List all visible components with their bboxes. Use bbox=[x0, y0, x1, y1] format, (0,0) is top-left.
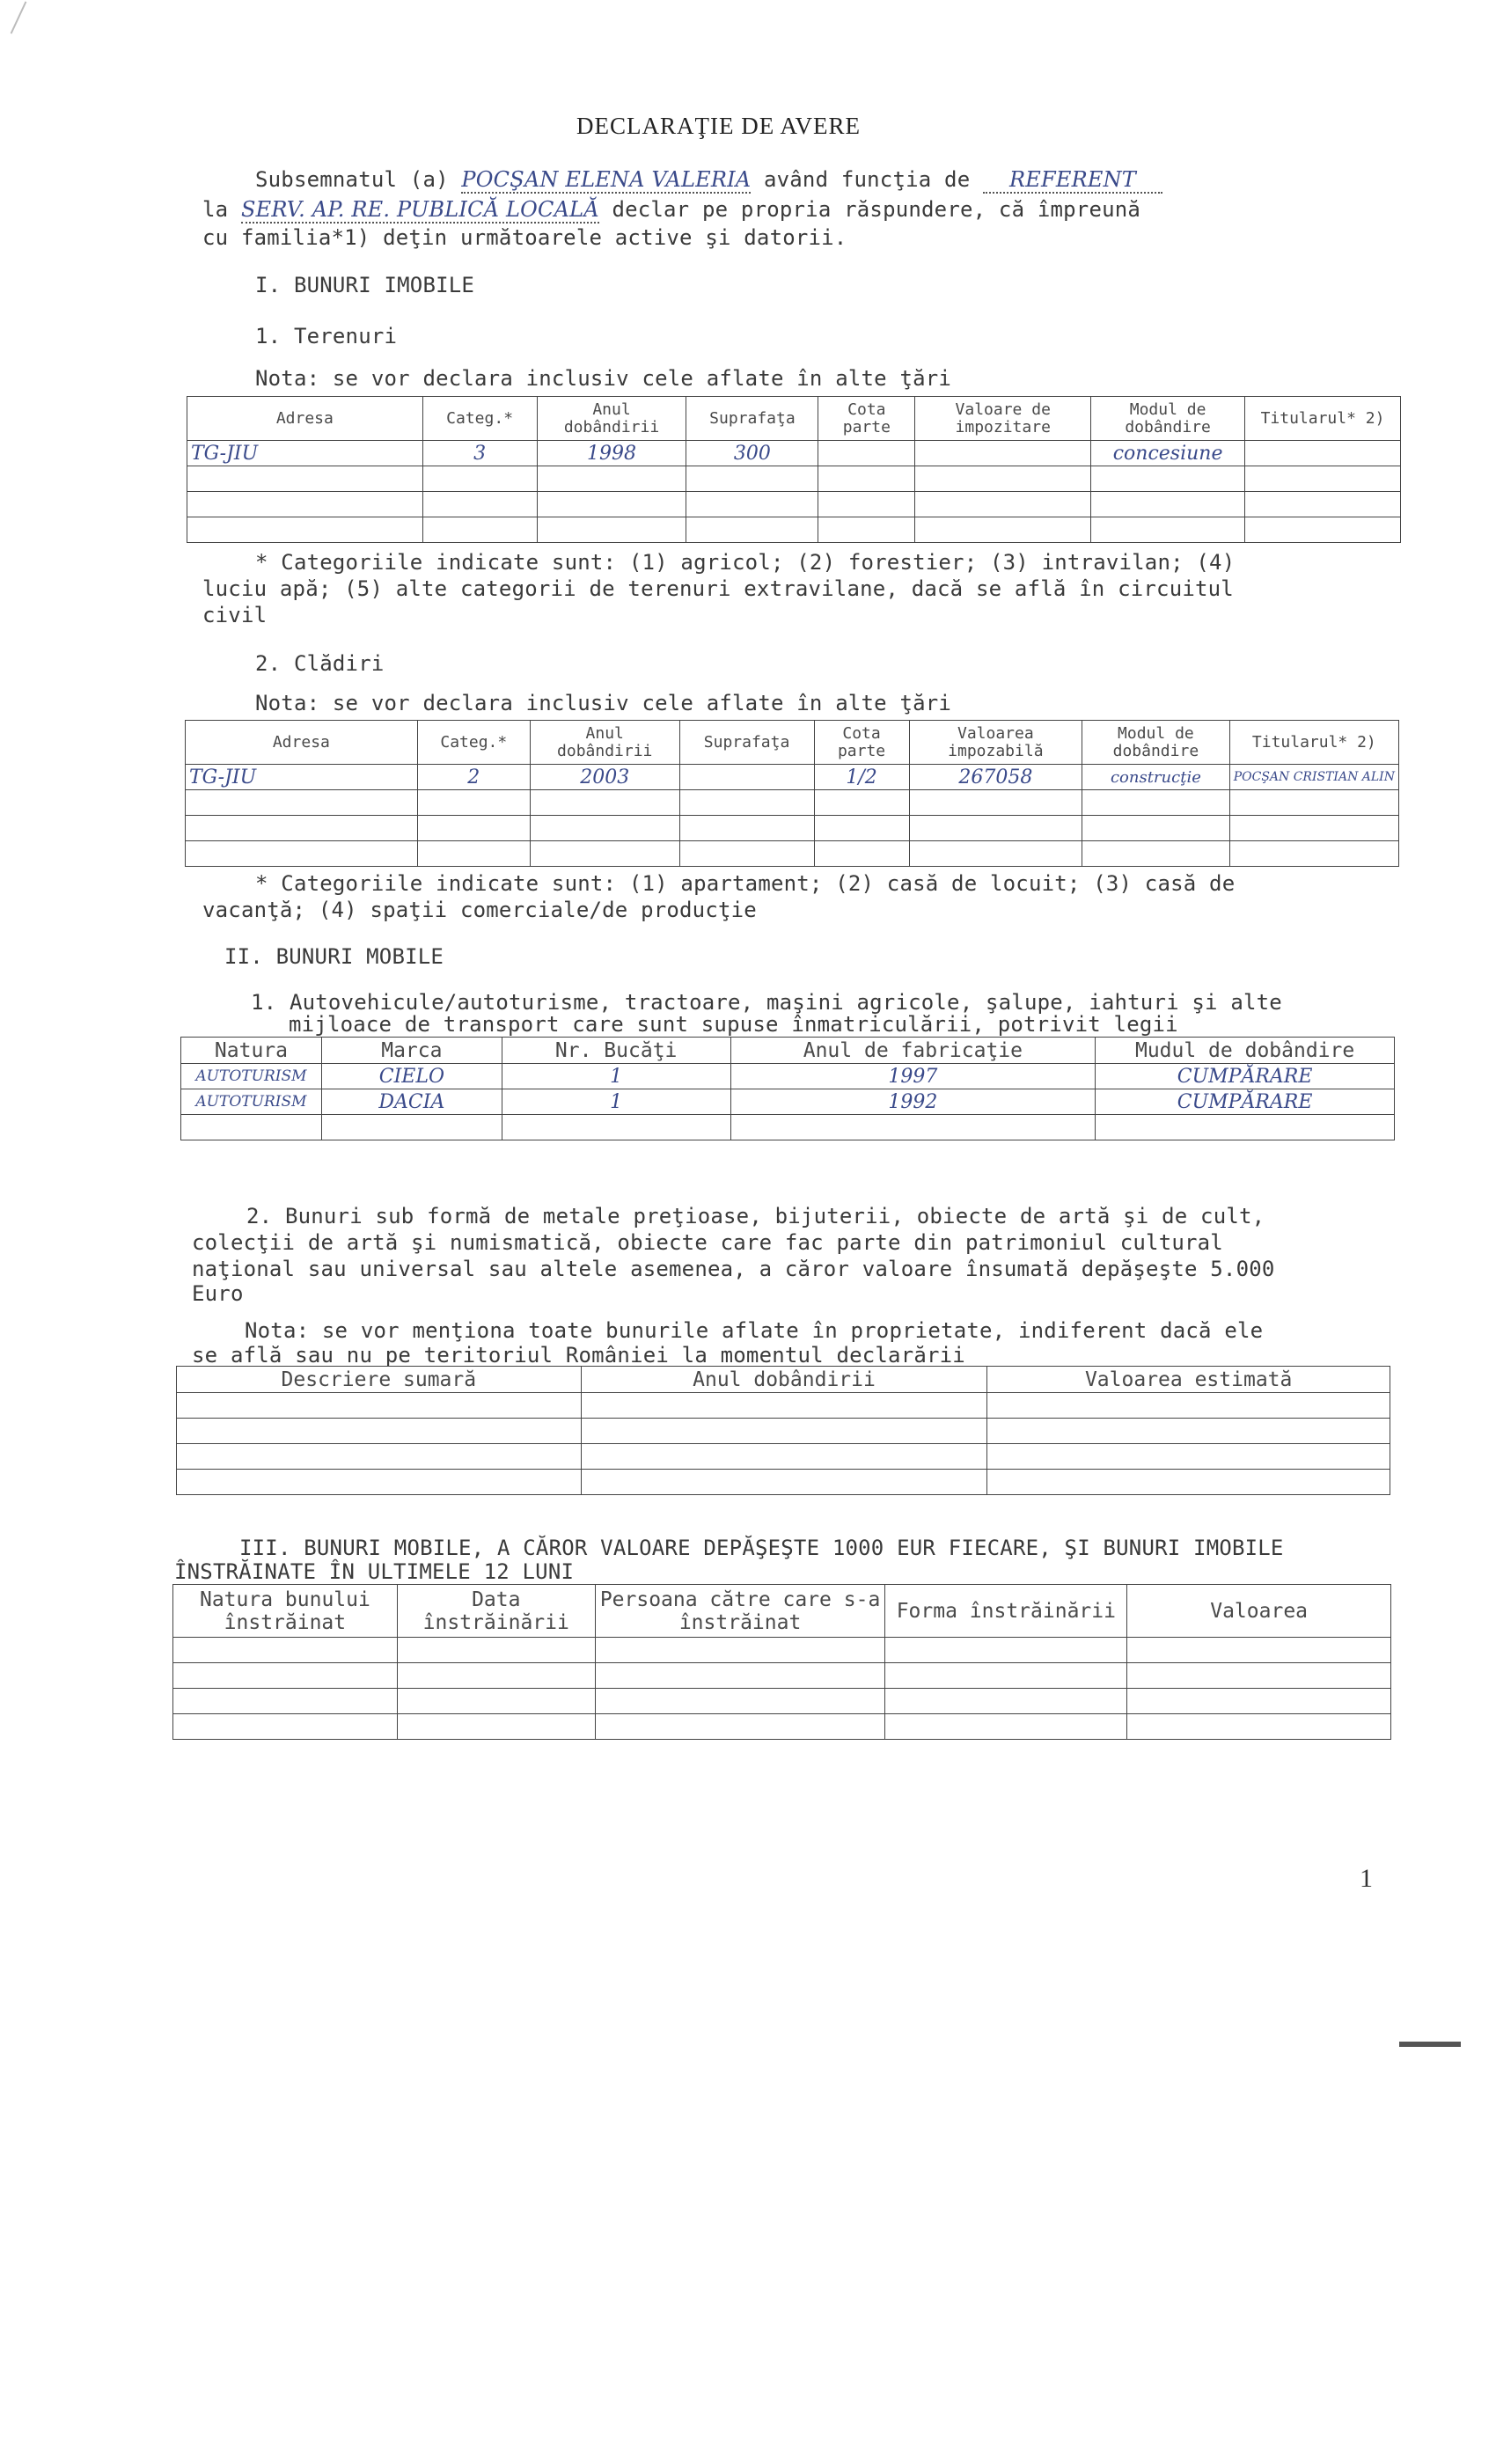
metale-header-anul: Anul dobândirii bbox=[581, 1367, 987, 1393]
table-cell bbox=[177, 1444, 582, 1470]
table-cell bbox=[417, 841, 530, 867]
vehicule-header-nr: Nr. Bucăţi bbox=[502, 1038, 730, 1064]
vehicule-text-2: mijloace de transport care sunt supuse înmatriculării, potrivit legii bbox=[289, 1012, 1178, 1037]
table-cell: DACIA bbox=[321, 1089, 502, 1115]
table-cell: 1997 bbox=[730, 1064, 1096, 1089]
table-cell bbox=[915, 466, 1091, 492]
table-row bbox=[187, 441, 1401, 466]
table-cell bbox=[537, 517, 686, 543]
table-cell: 1/2 bbox=[814, 765, 909, 790]
table-row bbox=[177, 1393, 1390, 1419]
intro-line-3: cu familia*1) deţin următoarele active şi datorii. bbox=[202, 225, 847, 250]
table-cell bbox=[885, 1689, 1127, 1714]
vehicule-header-marca: Marca bbox=[321, 1038, 502, 1064]
metale-text-4: Euro bbox=[192, 1281, 244, 1306]
table-cell bbox=[422, 517, 537, 543]
table-cell: TG-JIU bbox=[187, 441, 423, 466]
table-cell bbox=[909, 816, 1082, 841]
instrainari-header-data: Data înstrăinării bbox=[397, 1585, 595, 1638]
table-cell bbox=[530, 841, 679, 867]
table-cell bbox=[686, 492, 818, 517]
table-cell bbox=[1245, 466, 1401, 492]
table-cell bbox=[915, 517, 1091, 543]
cladiri-header-categ: Categ.* bbox=[417, 721, 530, 765]
terenuri-header-valoare: Valoare de impozitare bbox=[915, 397, 1091, 441]
instrainari-header-valoarea: Valoarea bbox=[1127, 1585, 1391, 1638]
table-cell bbox=[915, 492, 1091, 517]
table-cell bbox=[186, 790, 418, 816]
table-cell bbox=[595, 1689, 885, 1714]
metale-header-valoarea: Valoarea estimată bbox=[987, 1367, 1390, 1393]
terenuri-header-anul: Anul dobândirii bbox=[537, 397, 686, 441]
metale-note-2: se află sau nu pe teritoriul României la momentul declarării bbox=[192, 1343, 965, 1368]
table-cell: concesiune bbox=[1091, 441, 1245, 466]
table-cell: 1 bbox=[502, 1089, 730, 1115]
metale-text-3: naţional sau universal sau altele asemenea, a căror valoare însumată depăşeşte 5.000 bbox=[192, 1257, 1275, 1281]
cladiri-footnote-2: vacanţă; (4) spaţii comerciale/de producţie bbox=[202, 898, 757, 922]
metale-table bbox=[176, 1366, 1390, 1495]
cladiri-header-titular: Titularul* 2) bbox=[1229, 721, 1398, 765]
table-row bbox=[187, 492, 1401, 517]
cladiri-note: Nota: se vor declara inclusiv cele aflate în alte ţări bbox=[255, 691, 952, 715]
table-cell: CIELO bbox=[321, 1064, 502, 1089]
terenuri-header-adresa: Adresa bbox=[187, 397, 423, 441]
intro-prefix: Subsemnatul (a) bbox=[255, 167, 449, 192]
vehicule-table bbox=[180, 1037, 1395, 1140]
page-number: 1 bbox=[1360, 1864, 1373, 1893]
terenuri-footnote-1: * Categoriile indicate sunt: (1) agricol; (2) forestier; (3) intravilan; (4) bbox=[255, 550, 1236, 575]
table-cell bbox=[422, 492, 537, 517]
table-cell bbox=[679, 765, 814, 790]
terenuri-header-cota: Cota parte bbox=[818, 397, 915, 441]
table-cell: 2003 bbox=[530, 765, 679, 790]
table-row bbox=[181, 1064, 1395, 1089]
table-cell bbox=[1229, 816, 1398, 841]
table-cell bbox=[987, 1470, 1390, 1495]
section-2-heading: II. BUNURI MOBILE bbox=[224, 944, 444, 969]
intro-line-2 bbox=[202, 197, 1140, 222]
terenuri-header-titular: Titularul* 2) bbox=[1245, 397, 1401, 441]
table-cell: AUTOTURISM bbox=[181, 1089, 322, 1115]
table-cell bbox=[581, 1470, 987, 1495]
table-cell bbox=[818, 466, 915, 492]
table-cell bbox=[187, 492, 423, 517]
table-cell bbox=[814, 790, 909, 816]
table-cell bbox=[417, 790, 530, 816]
table-cell bbox=[173, 1689, 398, 1714]
table-cell bbox=[397, 1663, 595, 1689]
table-cell bbox=[1127, 1663, 1391, 1689]
declarant-institution: SERV. AP. RE. PUBLICĂ LOCALĂ bbox=[240, 197, 599, 222]
cladiri-header-adresa: Adresa bbox=[186, 721, 418, 765]
table-cell bbox=[1245, 517, 1401, 543]
table-cell bbox=[1091, 517, 1245, 543]
instrainari-header-forma: Forma înstrăinării bbox=[885, 1585, 1127, 1638]
terenuri-table bbox=[187, 396, 1401, 543]
table-cell bbox=[581, 1393, 987, 1419]
terenuri-note: Nota: se vor declara inclusiv cele aflate în alte ţări bbox=[255, 366, 952, 391]
table-cell bbox=[1082, 841, 1230, 867]
terenuri-heading: 1. Terenuri bbox=[255, 324, 398, 348]
table-cell: 300 bbox=[686, 441, 818, 466]
scan-mark bbox=[1399, 2042, 1461, 2047]
table-cell bbox=[679, 790, 814, 816]
table-cell bbox=[530, 816, 679, 841]
table-cell bbox=[909, 790, 1082, 816]
intro-mid: având funcţia de bbox=[763, 167, 971, 192]
table-cell bbox=[1245, 492, 1401, 517]
table-cell bbox=[177, 1393, 582, 1419]
terenuri-header-suprafata: Suprafaţa bbox=[686, 397, 818, 441]
table-cell: CUMPĂRARE bbox=[1096, 1089, 1395, 1115]
terenuri-header-categ: Categ.* bbox=[422, 397, 537, 441]
table-cell bbox=[818, 492, 915, 517]
table-row bbox=[173, 1638, 1391, 1663]
table-cell bbox=[1096, 1115, 1395, 1140]
table-cell bbox=[173, 1638, 398, 1663]
intro-la: la bbox=[202, 197, 229, 222]
section-3-heading-1: III. BUNURI MOBILE, A CĂROR VALOARE DEPĂŞEŞTE 1000 EUR FIECARE, ŞI BUNURI IMOBILE bbox=[239, 1536, 1284, 1560]
declarant-name: POCŞAN ELENA VALERIA bbox=[461, 167, 752, 192]
table-cell bbox=[186, 841, 418, 867]
table-cell bbox=[1091, 492, 1245, 517]
document-title: DECLARAŢIE DE AVERE bbox=[576, 113, 861, 139]
table-cell bbox=[686, 466, 818, 492]
instrainari-header-natura: Natura bunului înstrăinat bbox=[173, 1585, 398, 1638]
table-cell: AUTOTURISM bbox=[181, 1064, 322, 1089]
table-cell bbox=[581, 1419, 987, 1444]
table-cell bbox=[417, 816, 530, 841]
table-cell bbox=[1245, 441, 1401, 466]
table-cell bbox=[814, 841, 909, 867]
cladiri-header-cota: Cota parte bbox=[814, 721, 909, 765]
table-cell bbox=[885, 1663, 1127, 1689]
table-cell bbox=[1127, 1714, 1391, 1740]
section-3-heading-2: ÎNSTRĂINATE ÎN ULTIMELE 12 LUNI bbox=[174, 1559, 575, 1584]
table-cell bbox=[1082, 816, 1230, 841]
table-cell bbox=[181, 1115, 322, 1140]
table-cell bbox=[818, 441, 915, 466]
table-row bbox=[173, 1663, 1391, 1689]
terenuri-footnote-3: civil bbox=[202, 603, 268, 627]
table-cell bbox=[679, 816, 814, 841]
table-cell: construcţie bbox=[1082, 765, 1230, 790]
table-cell bbox=[909, 841, 1082, 867]
table-cell bbox=[987, 1444, 1390, 1470]
table-cell bbox=[537, 466, 686, 492]
table-cell: 1998 bbox=[537, 441, 686, 466]
table-cell bbox=[915, 441, 1091, 466]
table-cell: TG-JIU bbox=[186, 765, 418, 790]
table-cell bbox=[397, 1689, 595, 1714]
table-cell: 1992 bbox=[730, 1089, 1096, 1115]
table-cell bbox=[187, 466, 423, 492]
table-cell: 2 bbox=[417, 765, 530, 790]
table-cell bbox=[187, 517, 423, 543]
vehicule-header-natura: Natura bbox=[181, 1038, 322, 1064]
intro-declar: declar pe propria răspundere, că împreună bbox=[612, 197, 1141, 222]
cladiri-table bbox=[185, 720, 1399, 867]
table-row bbox=[181, 1089, 1395, 1115]
table-cell: CUMPĂRARE bbox=[1096, 1064, 1395, 1089]
table-cell bbox=[1127, 1638, 1391, 1663]
table-row bbox=[177, 1470, 1390, 1495]
terenuri-header-modul: Modul de dobândire bbox=[1091, 397, 1245, 441]
table-row bbox=[187, 517, 1401, 543]
cladiri-header-suprafata: Suprafaţa bbox=[679, 721, 814, 765]
table-cell bbox=[730, 1115, 1096, 1140]
metale-header-descriere: Descriere sumară bbox=[177, 1367, 582, 1393]
table-cell bbox=[537, 492, 686, 517]
vehicule-header-modul: Mudul de dobândire bbox=[1096, 1038, 1395, 1064]
table-cell bbox=[595, 1638, 885, 1663]
cladiri-header-anul: Anul dobândirii bbox=[530, 721, 679, 765]
table-cell bbox=[173, 1663, 398, 1689]
intro-line-1 bbox=[255, 167, 1162, 192]
table-cell bbox=[173, 1714, 398, 1740]
instrainari-header-persoana: Persoana către care s-a înstrăinat bbox=[595, 1585, 885, 1638]
table-cell bbox=[177, 1419, 582, 1444]
vehicule-header-anul: Anul de fabricaţie bbox=[730, 1038, 1096, 1064]
declarant-function: REFERENT bbox=[983, 167, 1162, 194]
table-cell: POCŞAN CRISTIAN ALIN bbox=[1229, 765, 1398, 790]
table-cell bbox=[987, 1393, 1390, 1419]
metale-text-2: colecţii de artă şi numismatică, obiecte care fac parte din patrimoniul cultural bbox=[192, 1230, 1223, 1255]
section-1-heading: I. BUNURI IMOBILE bbox=[255, 273, 475, 297]
table-row bbox=[187, 466, 1401, 492]
table-row bbox=[177, 1444, 1390, 1470]
table-cell bbox=[1229, 790, 1398, 816]
table-cell bbox=[502, 1115, 730, 1140]
table-row bbox=[186, 841, 1399, 867]
terenuri-footnote-2: luciu apă; (5) alte categorii de terenuri extravilane, dacă se află în circuitul bbox=[202, 576, 1234, 601]
table-cell: 1 bbox=[502, 1064, 730, 1089]
cladiri-footnote-1: * Categoriile indicate sunt: (1) apartament; (2) casă de locuit; (3) casă de bbox=[255, 871, 1236, 896]
table-cell bbox=[397, 1638, 595, 1663]
instrainari-table bbox=[172, 1584, 1391, 1740]
table-cell: 3 bbox=[422, 441, 537, 466]
cladiri-heading: 2. Clădiri bbox=[255, 651, 385, 676]
table-cell bbox=[1091, 466, 1245, 492]
table-cell bbox=[814, 816, 909, 841]
cladiri-header-valoare: Valoarea impozabilă bbox=[909, 721, 1082, 765]
table-cell bbox=[987, 1419, 1390, 1444]
table-row bbox=[181, 1115, 1395, 1140]
table-cell bbox=[1127, 1689, 1391, 1714]
table-cell bbox=[595, 1714, 885, 1740]
table-row bbox=[173, 1689, 1391, 1714]
table-cell bbox=[186, 816, 418, 841]
table-row bbox=[186, 790, 1399, 816]
table-cell bbox=[581, 1444, 987, 1470]
cladiri-header-modul: Modul de dobândire bbox=[1082, 721, 1230, 765]
table-cell bbox=[177, 1470, 582, 1495]
table-cell bbox=[1082, 790, 1230, 816]
metale-note-1: Nota: se vor menţiona toate bunurile aflate în proprietate, indiferent dacă ele bbox=[245, 1318, 1264, 1343]
table-cell bbox=[397, 1714, 595, 1740]
table-row bbox=[186, 816, 1399, 841]
table-cell bbox=[818, 517, 915, 543]
table-cell: 267058 bbox=[909, 765, 1082, 790]
table-cell bbox=[885, 1638, 1127, 1663]
table-cell bbox=[595, 1663, 885, 1689]
scan-mark bbox=[11, 1, 27, 33]
table-cell bbox=[686, 517, 818, 543]
metale-text-1: 2. Bunuri sub formă de metale preţioase, bijuterii, obiecte de artă şi de cult, bbox=[246, 1204, 1265, 1228]
table-cell bbox=[530, 790, 679, 816]
table-cell bbox=[422, 466, 537, 492]
table-row bbox=[186, 765, 1399, 790]
table-cell bbox=[679, 841, 814, 867]
table-row bbox=[173, 1714, 1391, 1740]
vehicule-text-1: 1. Autovehicule/autoturisme, tractoare, maşini agricole, şalupe, iahturi şi alte bbox=[251, 990, 1282, 1015]
table-cell bbox=[1229, 841, 1398, 867]
table-cell bbox=[885, 1714, 1127, 1740]
table-row bbox=[177, 1419, 1390, 1444]
table-cell bbox=[321, 1115, 502, 1140]
